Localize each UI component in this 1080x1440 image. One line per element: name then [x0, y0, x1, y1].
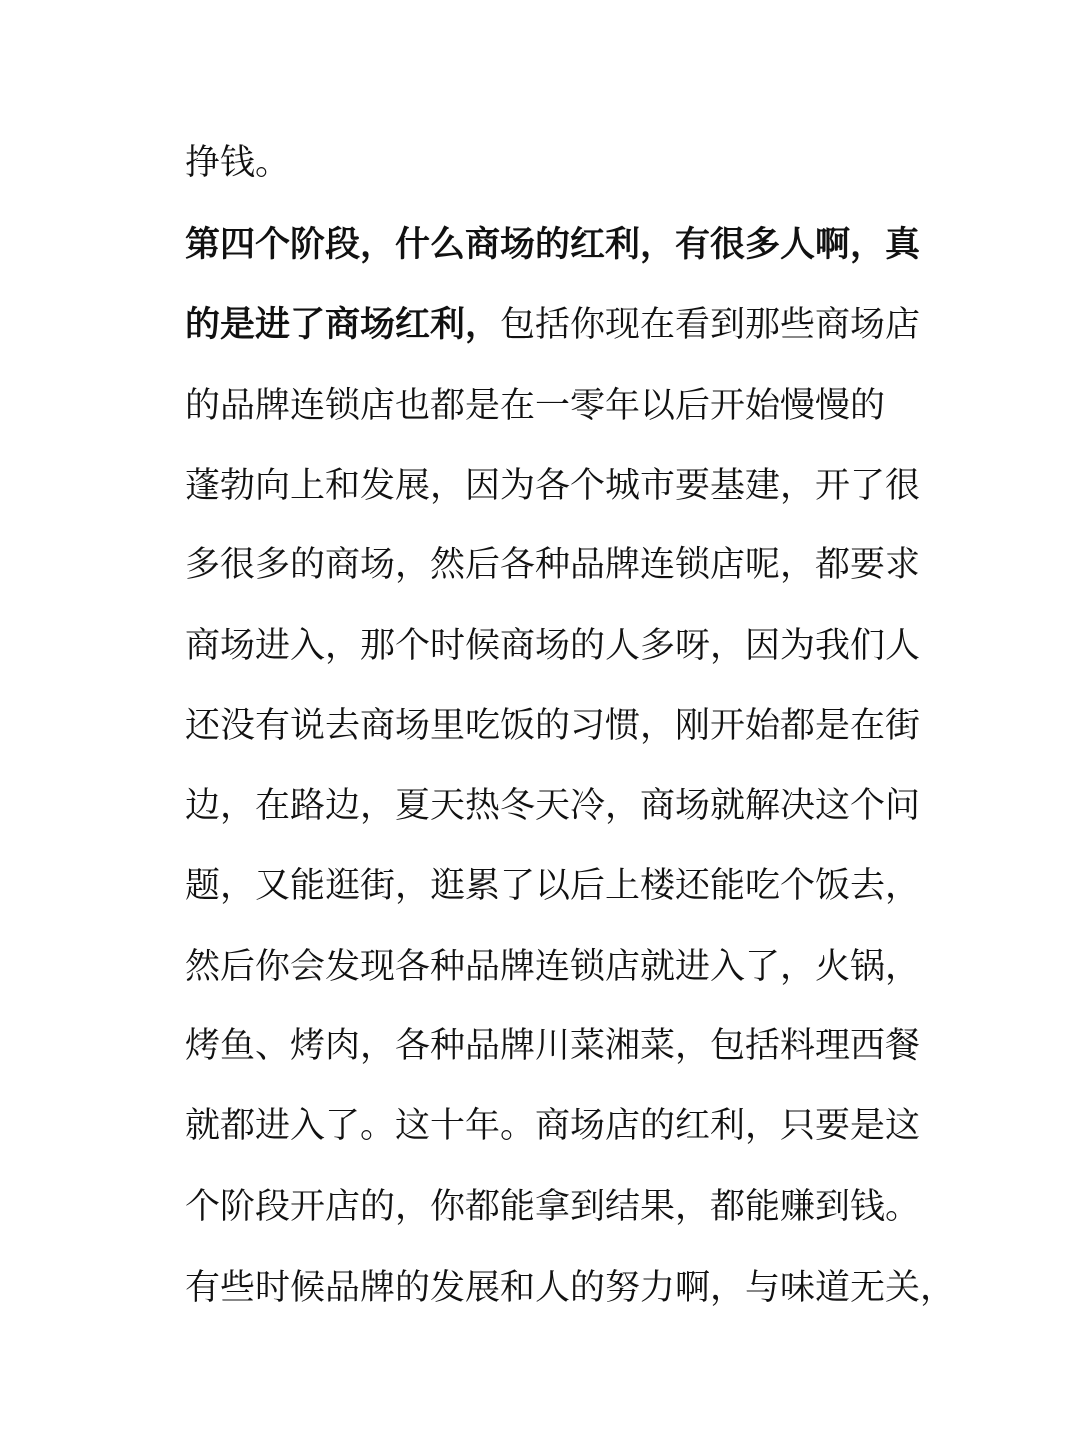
text-line-7	[185, 616, 925, 676]
regular-text: 包括你现在看到那些商场店	[500, 305, 921, 345]
bold-text: 的是进了商场红利，	[185, 305, 501, 345]
text-line-15	[185, 1258, 956, 1318]
text-line-9	[185, 776, 925, 836]
text-line-6	[185, 535, 925, 595]
regular-text: 个阶段开店的，你都能拿到结果，都能赚到钱。	[185, 1187, 921, 1227]
text-line-12	[185, 1016, 925, 1076]
regular-text: 边，在路边，夏天热冬天冷，商场就解决这个问	[185, 786, 921, 826]
regular-text: 挣钱。	[185, 143, 291, 183]
text-line-5	[185, 456, 925, 516]
text-line-13	[185, 1096, 925, 1156]
regular-text: 还没有说去商场里吃饭的习惯，刚开始都是在街	[185, 706, 921, 746]
text-line-2	[185, 215, 925, 275]
text-line-11	[185, 937, 925, 997]
text-line-14	[185, 1177, 925, 1237]
regular-text: 然后你会发现各种品牌连锁店就进入了，火锅，	[185, 947, 921, 987]
text-line-3	[185, 295, 925, 355]
regular-text: 有些时候品牌的发展和人的努力啊，与味道无关，	[185, 1268, 956, 1308]
text-line-10	[185, 856, 925, 916]
regular-text: 题，又能逛街，逛累了以后上楼还能吃个饭去，	[185, 866, 921, 906]
regular-text: 烤鱼、烤肉，各种品牌川菜湘菜，包括料理西餐	[185, 1026, 921, 1066]
text-line-4	[185, 376, 925, 436]
text-line-8	[185, 696, 925, 756]
bold-text: 第四个阶段，什么商场的红利，有很多人啊，真	[185, 225, 921, 265]
text-line-1	[185, 133, 925, 193]
regular-text: 的品牌连锁店也都是在一零年以后开始慢慢的	[185, 386, 886, 426]
regular-text: 蓬勃向上和发展，因为各个城市要基建，开了很	[185, 466, 921, 506]
regular-text: 多很多的商场，然后各种品牌连锁店呢，都要求	[185, 545, 921, 585]
regular-text: 就都进入了。这十年。商场店的红利，只要是这	[185, 1106, 921, 1146]
regular-text: 商场进入，那个时候商场的人多呀，因为我们人	[185, 626, 921, 666]
